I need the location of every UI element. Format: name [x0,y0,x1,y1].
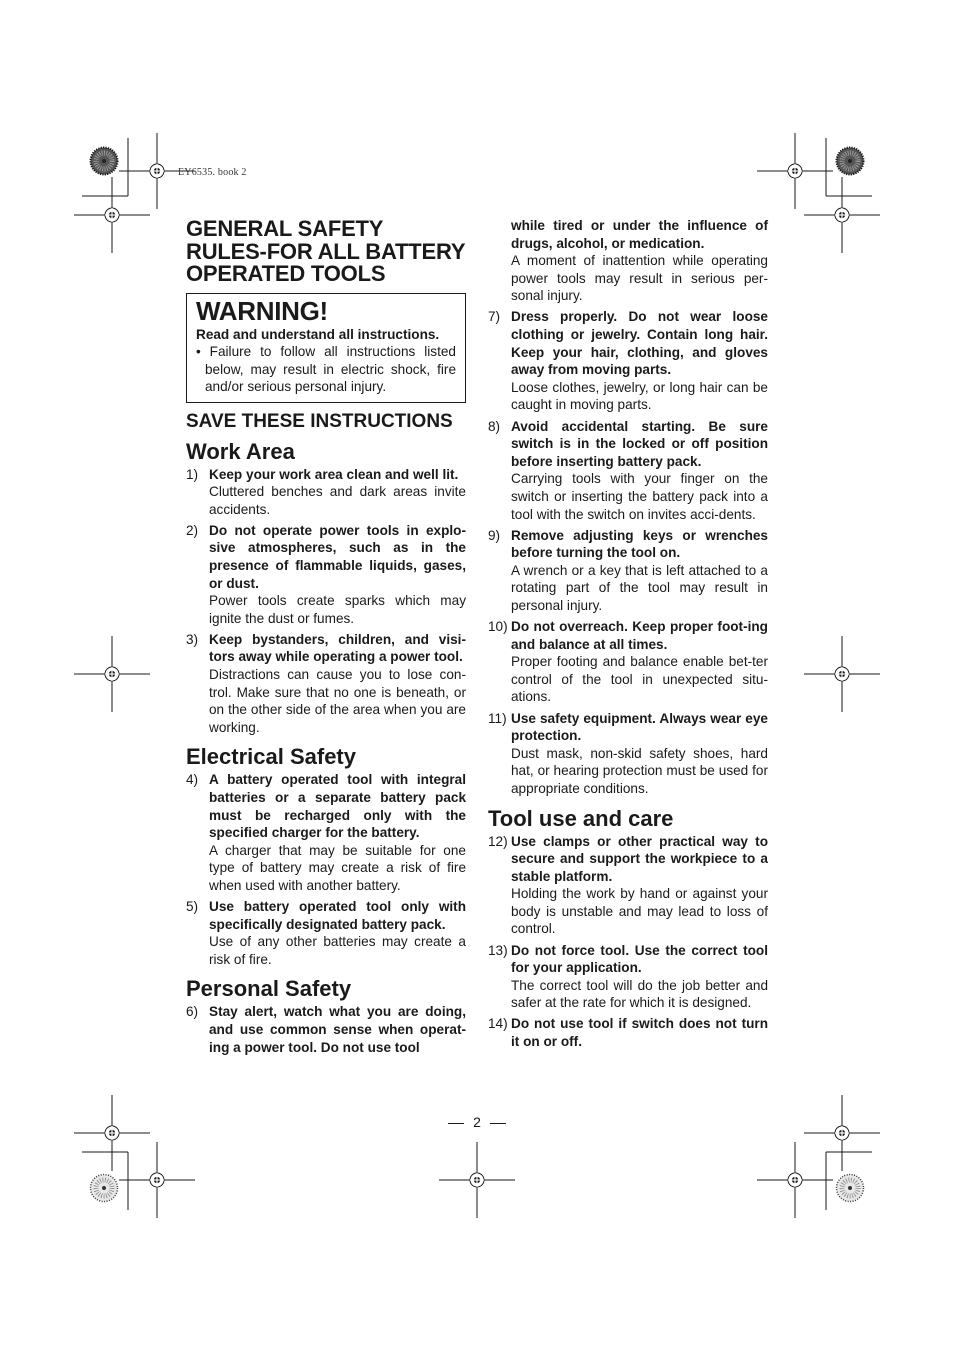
item-number: 1) [186,466,199,482]
item-rule: Use battery operated tool only with specifically designated battery pack. [209,899,466,932]
item-number: 13) [488,942,508,958]
item-number: 2) [186,522,199,538]
item-explanation: Dust mask, non-skid safety shoes, hard hat, or hearing protection must be used for appropriate conditions. [511,745,768,796]
item-explanation: A moment of inattention while operating power tools may result in serious per-sonal injury. [511,253,768,304]
list-item [488,833,768,939]
item-explanation: The correct tool will do the job better and safer at the rate for which it is designed. [511,977,768,1011]
item-number: 6) [186,1004,199,1020]
item-number: 5) [186,899,199,915]
list-item [186,1003,466,1056]
dash-left [448,1123,464,1124]
item-explanation: Cluttered benches and dark areas invite accidents. [209,484,466,517]
left-column [186,218,466,1060]
section-heading-personal-safety: Personal Safety [186,976,352,1002]
warning-read-instructions: Read and understand all instructions. [196,326,440,342]
warning-title: WARNING! [196,295,328,326]
item-rule: Dress properly. Do not wear loose clothing or jewelry. Contain long hair. Keep your hair, clothing, and gloves away from moving parts. [511,309,768,378]
item-number: 14) [488,1016,508,1032]
save-instructions-heading: SAVE THESE INSTRUCTIONS [186,410,453,432]
page-number-footer [0,1114,954,1130]
item-explanation: A charger that may be suitable for one type of battery may create a risk of fire when used with another battery. [209,842,466,893]
item-number: 8) [488,418,501,434]
item-rule: Stay alert, watch what you are doing, and use common sense when operat-ing a power tool. Do not use tool [209,1004,466,1055]
item-rule: Avoid accidental starting. Be sure switch is in the locked or off position before inserting battery pack. [511,418,768,469]
page-number: 2 [473,1114,481,1130]
warning-bullet: • Failure to follow all instructions listed below, may result in electric shock, fire and/or serious personal injury. [196,344,456,394]
item-explanation: A wrench or a key that is left attached to a rotating part of the tool may result in personal injury. [511,562,768,613]
item-rule: A battery operated tool with integral batteries or a separate battery pack must be recharged only with the specified charger for the battery. [209,772,466,841]
item-number: 10) [488,619,508,635]
section-heading-electrical-safety: Electrical Safety [186,744,356,770]
list-item [488,527,768,615]
list-item [186,898,466,968]
item-explanation: Proper footing and balance enable bet-ter control of the tool in unexpected situ-ations. [511,654,768,705]
item-rule: Do not use tool if switch does not turn it on or off. [511,1016,768,1050]
item-rule: Use clamps or other practical way to secure and support the workpiece to a stable platform. [511,833,768,884]
list-item-continued [488,217,768,305]
item-explanation: Holding the work by hand or against your body is unstable and may lead to loss of control. [511,886,768,937]
item-rule: Use safety equipment. Always wear eye protection. [511,710,768,744]
item-number: 12) [488,833,508,849]
item-number: 9) [488,527,501,543]
item-explanation: Carrying tools with your finger on the switch or inserting the battery pack into a tool with the switch on invites acci-dents. [511,471,768,522]
section-heading-work-area: Work Area [186,438,295,464]
item-explanation: Distractions can cause you to lose con-trol. Make sure that no one is beneath, or on the other side of the area when you are working. [209,667,466,735]
list-item [186,466,466,519]
item-explanation: Loose clothes, jewelry, or long hair can be caught in moving parts. [511,379,768,413]
item-rule: Do not force tool. Use the correct tool for your application. [511,942,768,976]
item-rule-continued: while tired or under the influence of drugs, alcohol, or medication. [511,218,768,251]
list-item [488,710,768,798]
item-number: 4) [186,772,199,788]
file-header-note: EY6535. book 2 [178,167,247,178]
item-explanation: Power tools create sparks which may ignite the dust or fumes. [209,593,466,626]
list-item [488,418,768,524]
item-rule: Do not overreach. Keep proper foot-ing and balance at all times. [511,619,768,652]
item-rule: Do not operate power tools in explo-sive atmospheres, such as in the presence of flammable liquids, gases, or dust. [209,522,466,591]
right-column [488,217,768,1054]
dash-right [490,1123,506,1124]
item-rule: Keep bystanders, children, and visi-tors away while operating a power tool. [209,631,466,665]
item-number: 7) [488,309,501,325]
item-explanation: Use of any other batteries may create a risk of fire. [209,934,466,967]
list-item [186,522,466,628]
list-item [186,771,466,894]
section-heading-tool-use-and-care: Tool use and care [488,805,674,831]
item-number: 11) [488,710,507,726]
page-title: GENERAL SAFETY RULES-FOR ALL BATTERY OPERATED TOOLS [186,216,465,286]
list-item [488,942,768,1012]
item-number: 3) [186,631,199,647]
warning-box [186,293,466,403]
item-rule: Keep your work area clean and well lit. [209,466,459,482]
list-item [488,308,768,414]
list-item [488,1015,768,1050]
list-item [186,631,466,737]
item-rule: Remove adjusting keys or wrenches before turning the tool on. [511,527,768,561]
list-item [488,618,768,706]
